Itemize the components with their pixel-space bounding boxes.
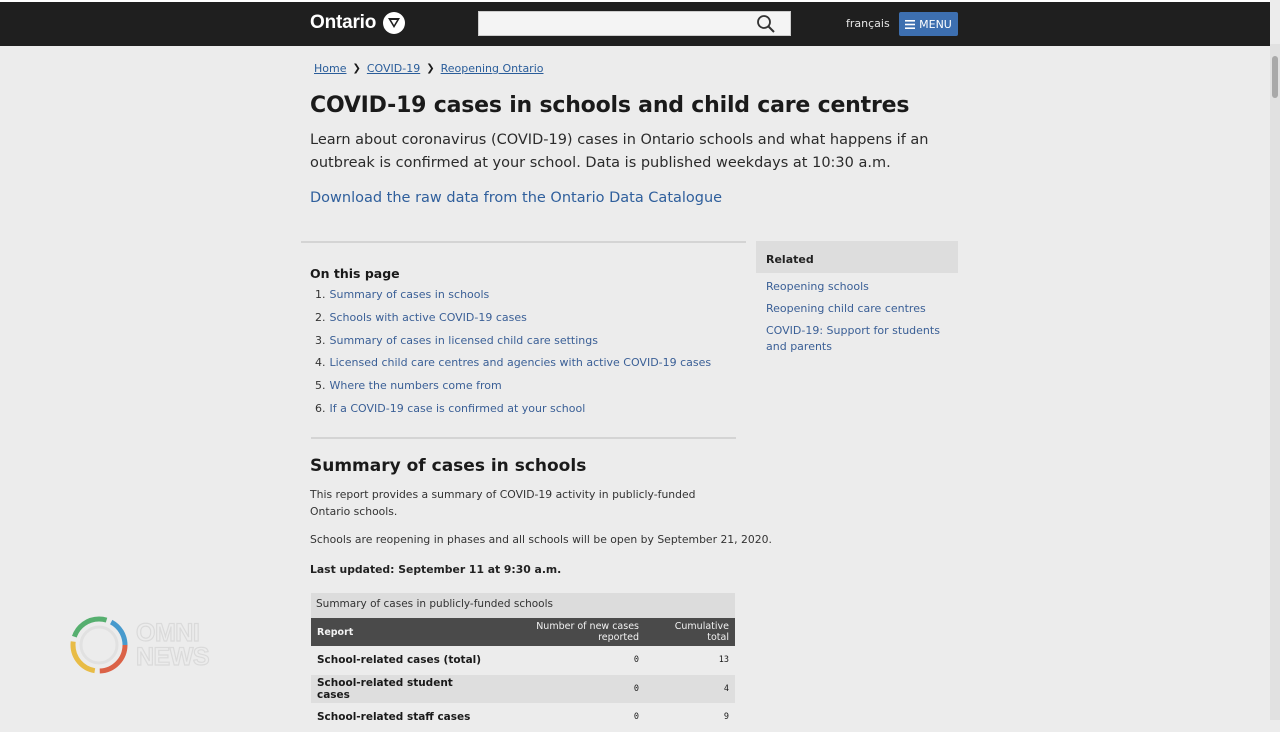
last-updated: Last updated: September 11 at 9:30 a.m. [310, 563, 562, 576]
table-cell: 4 [645, 675, 735, 704]
search-icon[interactable] [756, 14, 776, 34]
reopening-paragraph: Schools are reopening in phases and all schools will be open by September 21, 2020. [310, 533, 772, 546]
search-input[interactable] [478, 11, 791, 36]
hamburger-icon [905, 20, 915, 29]
item-number: 5. [315, 379, 326, 393]
watermark-line: NEWS [136, 643, 209, 671]
column-header: Report [311, 618, 490, 646]
list-item[interactable] [315, 402, 711, 425]
list-item[interactable] [315, 288, 711, 311]
table-cell: 13 [718, 655, 729, 666]
on-this-page-title: On this page [310, 266, 400, 281]
table-cell: 9 [723, 712, 729, 723]
language-link[interactable]: français [846, 17, 890, 30]
table-cell: School-related cases (total) [317, 654, 482, 667]
brand-name[interactable]: Ontario [310, 12, 377, 33]
toc-link[interactable]: Summary of cases in licensed child care settings [329, 333, 598, 347]
related-link[interactable]: COVID-19: Support for students and parents [766, 324, 940, 353]
column-header: Cumulative total [645, 618, 735, 646]
column-header: Number of new cases reported [490, 618, 645, 646]
omni-rings-icon [68, 614, 130, 676]
divider [301, 241, 746, 243]
trillium-icon [382, 11, 406, 35]
breadcrumb [314, 62, 544, 75]
list-item[interactable] [315, 334, 711, 357]
summary-paragraph: This report provides a summary of COVID-19 activity in publicly-funded Ontario schools. [310, 488, 696, 518]
breadcrumb-reopening[interactable]: Reopening Ontario [440, 62, 544, 75]
item-number: 4. [315, 356, 326, 370]
watermark-line: OMNI [136, 619, 200, 647]
cases-table [311, 593, 735, 732]
on-this-page-list [315, 288, 711, 425]
site-header [0, 0, 1270, 46]
table-cell: School-related staff cases [317, 711, 471, 724]
item-number: 3. [315, 333, 326, 347]
divider [311, 437, 736, 439]
table-cell: School-related student cases [311, 675, 490, 704]
toc-link[interactable]: Schools with active COVID-19 cases [329, 310, 527, 324]
raw-data-link[interactable]: Download the raw data from the Ontario Data Catalogue [310, 190, 723, 206]
toc-link[interactable]: Licensed child care centres and agencies with active COVID-19 cases [329, 356, 712, 370]
table-row [311, 646, 735, 675]
list-item[interactable] [315, 356, 711, 379]
related-sidebar [756, 241, 958, 355]
table-row [311, 703, 735, 732]
related-link[interactable]: Reopening child care centres [766, 302, 926, 315]
lead-paragraph: Learn about coronavirus (COVID-19) cases in Ontario schools and what happens if an outbreak is confirmed at your school. Data is published weekdays at 10:30 a.m. [310, 132, 929, 171]
chevron-right-icon: ❯ [426, 63, 435, 74]
table-header-row [311, 618, 735, 646]
toc-link[interactable]: Where the numbers come from [329, 379, 502, 393]
breadcrumb-covid[interactable]: COVID-19 [366, 62, 421, 75]
section-heading: Summary of cases in schools [310, 456, 587, 476]
related-link[interactable]: Reopening schools [766, 280, 869, 293]
table-cell: 0 [490, 675, 645, 704]
scrollbar[interactable] [1270, 44, 1280, 720]
scrollbar-thumb[interactable] [1272, 56, 1278, 98]
omni-news-watermark [68, 614, 209, 676]
page-title: COVID-19 cases in schools and child care centres [310, 93, 910, 118]
breadcrumb-home[interactable]: Home [314, 62, 347, 75]
toc-link[interactable]: Summary of cases in schools [329, 288, 490, 301]
item-number: 1. [315, 288, 326, 301]
list-item[interactable] [315, 379, 711, 402]
chevron-right-icon: ❯ [352, 63, 361, 74]
table-row [311, 675, 735, 704]
ontario-logo[interactable] [310, 11, 406, 35]
table-cell: 0 [633, 712, 639, 723]
list-item[interactable] [315, 311, 711, 334]
toc-link[interactable]: If a COVID-19 case is confirmed at your school [329, 401, 586, 415]
item-number: 6. [315, 401, 326, 415]
table-caption: Summary of cases in publicly-funded schools [311, 593, 735, 618]
menu-button[interactable] [899, 12, 958, 36]
item-number: 2. [315, 310, 326, 324]
menu-label: MENU [919, 17, 952, 31]
table-cell: 0 [633, 655, 639, 666]
related-title: Related [756, 241, 958, 273]
